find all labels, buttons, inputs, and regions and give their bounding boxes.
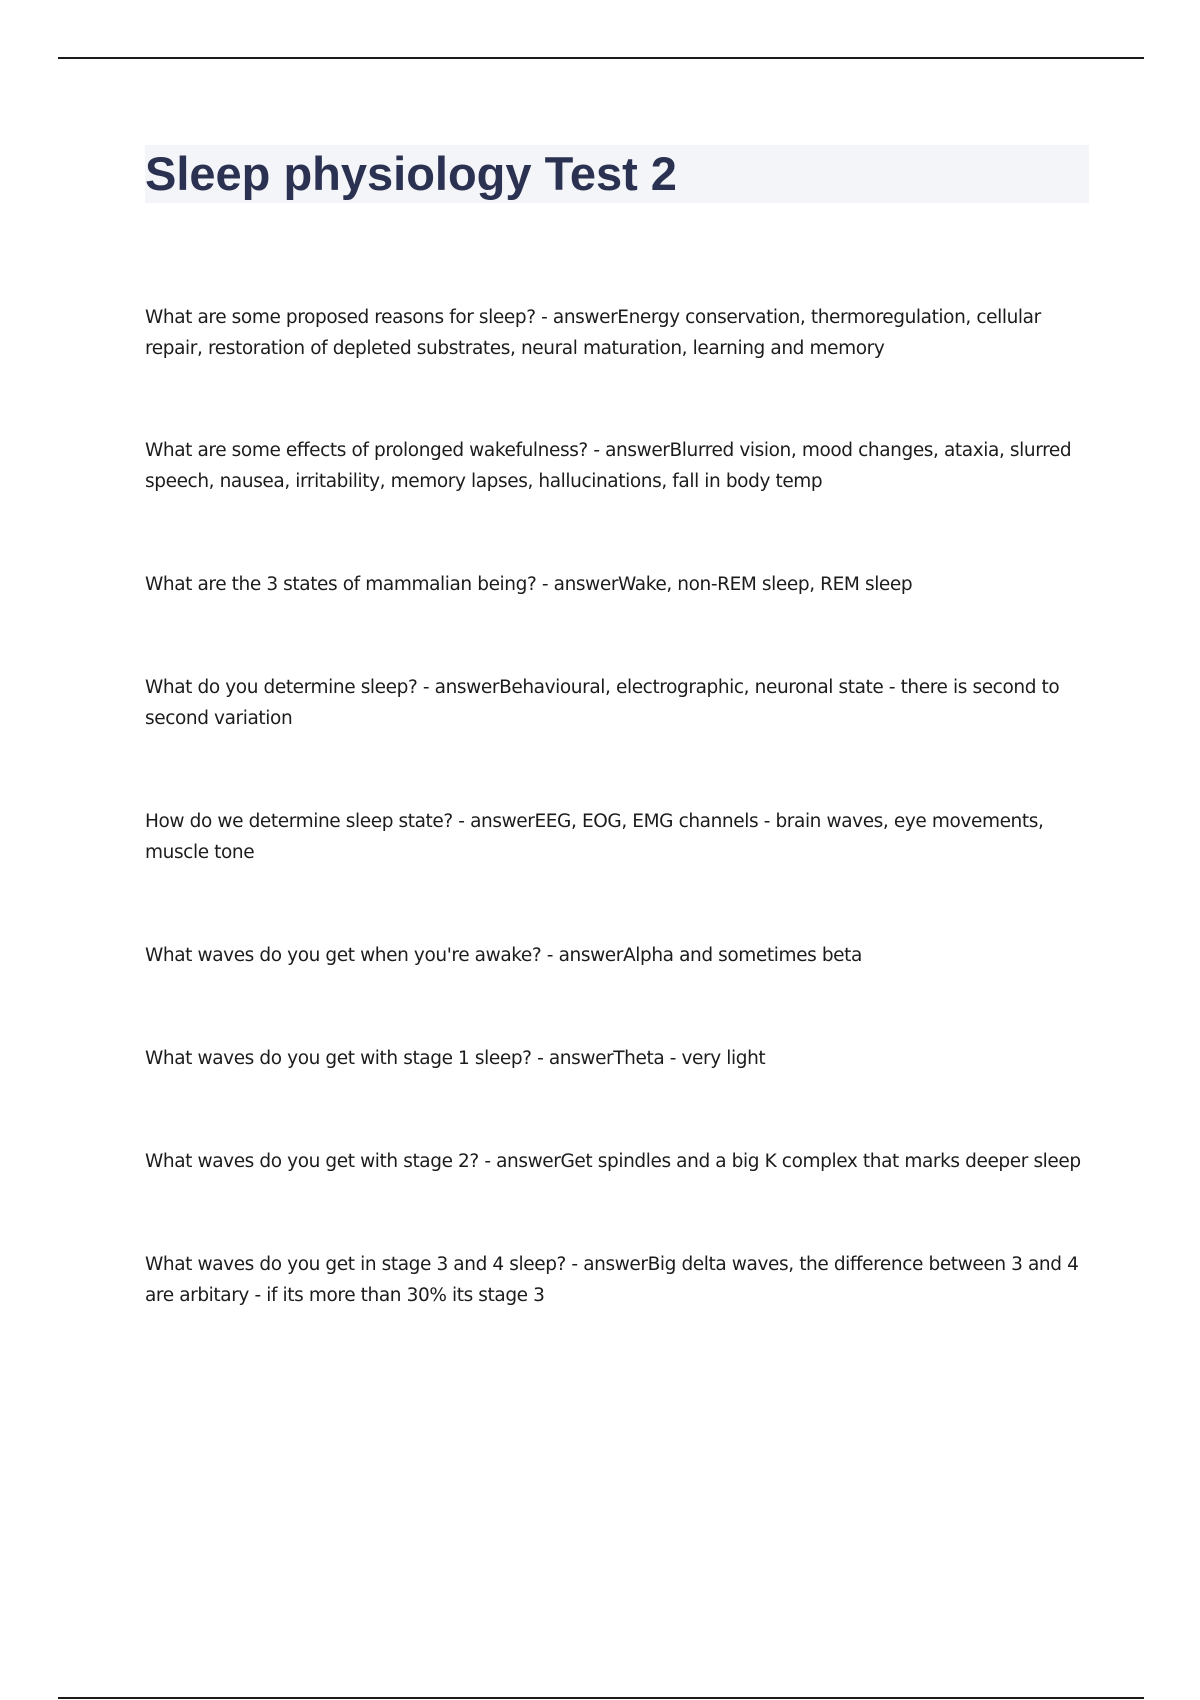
- question-text: What waves do you get when you're awake?: [145, 945, 542, 966]
- qa-item: [145, 1249, 1095, 1311]
- answer-text: Blurred vision, mood changes, ataxia, slurred speech, nausea, irritability, memory lapses, hallucinations, fall in body temp: [145, 440, 1072, 492]
- qa-item: [145, 435, 1095, 497]
- qa-item: [145, 569, 1095, 600]
- answer-separator: - answer: [536, 574, 619, 595]
- answer-text: Behavioural, electrographic, neuronal state - there is second to second variation: [145, 677, 1060, 729]
- answer-separator: - answer: [478, 1151, 561, 1172]
- answer-separator: - answer: [541, 945, 623, 966]
- answer-text: Alpha and sometimes beta: [622, 945, 862, 966]
- question-text: What waves do you get with stage 2?: [145, 1151, 479, 1172]
- footer-rule: [58, 1697, 1144, 1699]
- answer-text: Theta - very light: [613, 1048, 766, 1069]
- question-text: What are some proposed reasons for sleep?: [145, 307, 536, 328]
- question-text: What are the 3 states of mammalian being?: [145, 574, 537, 595]
- header-rule: [58, 57, 1144, 59]
- qa-item: [145, 672, 1095, 734]
- answer-text: Get spindles and a big K complex that marks deeper sleep: [560, 1151, 1081, 1172]
- question-text: What waves do you get in stage 3 and 4 sleep?: [145, 1254, 566, 1275]
- answer-separator: - answer: [452, 811, 535, 832]
- question-text: What waves do you get with stage 1 sleep?: [145, 1048, 532, 1069]
- answer-separator: - answer: [531, 1048, 614, 1069]
- question-text: What are some effects of prolonged wakefulness?: [145, 440, 588, 461]
- page-title: Sleep physiology Test 2: [145, 147, 677, 200]
- question-text: How do we determine sleep state?: [145, 811, 453, 832]
- answer-separator: - answer: [565, 1254, 648, 1275]
- qa-item: [145, 1043, 1095, 1074]
- qa-item: [145, 940, 1095, 971]
- answer-text: Energy conservation, thermoregulation, cellular repair, restoration of depleted substrates, neural maturation, learning and memory: [145, 307, 1041, 359]
- answer-separator: - answer: [417, 677, 500, 698]
- question-text: What do you determine sleep?: [145, 677, 418, 698]
- qa-item: [145, 806, 1095, 868]
- answer-separator: - answer: [587, 440, 670, 461]
- answer-text: Big delta waves, the difference between 3 and 4 are arbitary - if its more than 30% its stage 3: [145, 1254, 1079, 1306]
- qa-item: [145, 302, 1095, 364]
- answer-text: Wake, non-REM sleep, REM sleep: [618, 574, 913, 595]
- qa-item: [145, 1146, 1095, 1177]
- answer-text: EEG, EOG, EMG channels - brain waves, eye movements, muscle tone: [145, 811, 1044, 863]
- answer-separator: - answer: [535, 307, 618, 328]
